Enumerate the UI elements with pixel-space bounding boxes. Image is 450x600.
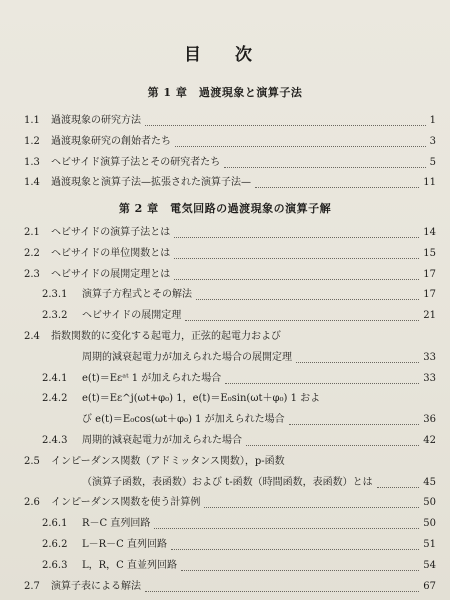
page-number: 50 [423, 518, 436, 530]
toc-entry[interactable] [0, 495, 450, 511]
section-title: 過渡現象の研究方法 [51, 115, 141, 126]
dot-leader [225, 367, 419, 384]
section-title: インピーダンス関数（アドミッタンス関数），p-函数 [51, 455, 285, 467]
section-title: e(t)＝Eε^j(ωt+φ₀) 1，e(t)＝E₀sin(ωt＋φ₀) 1 およ [82, 393, 321, 405]
dot-leader [145, 575, 419, 592]
page-number: 45 [423, 476, 436, 488]
section-number: 2.6.1 [42, 518, 68, 530]
section-number: 2.4.1 [42, 372, 68, 384]
page-number: 11 [423, 177, 436, 189]
section-number: 2.2 [24, 247, 40, 259]
section-number: 2.1 [24, 227, 40, 238]
dot-leader [196, 283, 419, 300]
dot-leader [145, 109, 426, 126]
dot-leader [224, 151, 426, 168]
dot-leader [296, 346, 419, 363]
section-title: ヘビサイドの演算子法とは [51, 227, 171, 238]
section-title: インピーダンス関数を使う計算例 [51, 497, 201, 509]
toc-entry[interactable] [0, 475, 450, 491]
section-number: 2.6 [24, 497, 40, 509]
section-title: 演算子方程式とその解法 [82, 289, 192, 301]
section-number: 2.3.1 [42, 289, 68, 301]
section-title: ヘビサイドの単位関数とは [51, 247, 171, 259]
toc-entry[interactable] [0, 454, 450, 470]
section-title: び e(t)＝E₀cos(ωt＋φ₀) 1 が加えられた場合 [82, 414, 285, 426]
dot-leader [181, 554, 419, 571]
toc-entry[interactable] [0, 246, 450, 262]
section-number: 2.6.2 [42, 539, 68, 550]
section-number: 1.4 [24, 177, 40, 189]
section-title: 過渡現象研究の創始者たち [51, 135, 171, 147]
toc-entry[interactable] [0, 516, 450, 532]
section-number: 2.4.2 [42, 393, 68, 405]
toc-entry[interactable] [0, 267, 450, 283]
section-number: 2.7 [24, 580, 40, 592]
page-number: 42 [423, 435, 436, 446]
section-title: ヘビサイド演算子法とその研究者たち [51, 156, 221, 168]
toc-entry[interactable] [0, 134, 450, 150]
page-number: 17 [423, 268, 436, 280]
toc-entry[interactable] [0, 175, 450, 191]
toc-entry[interactable] [0, 371, 450, 387]
section-number: 2.5 [24, 455, 40, 467]
section-number: 1.1 [24, 115, 40, 126]
dot-leader [174, 263, 419, 280]
section-number: 2.4.3 [42, 435, 68, 446]
page-number: 3 [429, 135, 436, 147]
section-title: ヘビサイドの展開定理とは [51, 268, 171, 280]
section-title: R－C 直列回路 [82, 518, 151, 530]
toc-entry[interactable] [0, 391, 450, 407]
section-title: 演算子表による解法 [51, 580, 141, 592]
page-title: 目 次 [184, 45, 266, 65]
page-number: 50 [423, 497, 436, 509]
section-title: L，R，C 直並列回路 [82, 559, 177, 571]
dot-leader [185, 304, 419, 321]
section-number: 2.6.3 [42, 559, 68, 571]
toc-entry[interactable] [0, 225, 450, 241]
section-number: 2.4 [24, 331, 40, 342]
section-title: 指数関数的に変化する起電力，正弦的起電力および [51, 331, 281, 342]
toc-entry[interactable] [0, 113, 450, 129]
section-title: ヘビサイドの展開定理 [82, 310, 182, 322]
page-number: 1 [429, 115, 436, 126]
toc-entry[interactable] [0, 329, 450, 345]
toc-entry[interactable] [0, 287, 450, 303]
toc-entry[interactable] [0, 558, 450, 574]
page-number: 36 [423, 414, 436, 426]
toc-entry[interactable] [0, 433, 450, 449]
section-title: L－R－C 直列回路 [82, 539, 167, 550]
dot-leader [174, 221, 419, 238]
toc-entry[interactable] [0, 350, 450, 366]
dot-leader [204, 491, 419, 508]
toc-entry[interactable] [0, 537, 450, 553]
page-number: 15 [423, 247, 436, 259]
dot-leader [154, 512, 419, 529]
section-title: 過渡現象と演算子法—拡張された演算子法— [51, 177, 251, 189]
page-number: 5 [429, 156, 436, 168]
page-number: 21 [423, 310, 436, 322]
section-number: 1.2 [24, 135, 40, 147]
page-number: 17 [423, 289, 436, 301]
chapter-heading: 第 2 章 電気回路の過渡現象の演算子解 [118, 202, 332, 215]
toc-entry[interactable] [0, 412, 450, 428]
section-title: 周期的減衰起電力が加えられた場合 [82, 435, 242, 446]
toc-entry[interactable] [0, 155, 450, 171]
dot-leader [255, 171, 419, 188]
page-number: 51 [423, 539, 436, 550]
page-number: 14 [423, 227, 436, 238]
page-number: 67 [423, 580, 436, 592]
section-title: e(t)＝Eεᵃᵗ 1 が加えられた場合 [82, 372, 222, 384]
dot-leader [289, 408, 419, 425]
page-number: 33 [423, 351, 436, 363]
page-number: 54 [423, 559, 436, 571]
section-title: （演算子函数，表函数）および t-函数（時間函数，表函数）とは [82, 476, 373, 488]
section-number: 1.3 [24, 156, 40, 168]
section-title: 周期的減衰起電力が加えられた場合の展開定理 [82, 351, 292, 363]
dot-leader [174, 242, 419, 259]
dot-leader [175, 130, 426, 147]
dot-leader [246, 429, 419, 446]
toc-entry[interactable] [0, 308, 450, 324]
dot-leader [171, 533, 419, 550]
chapter-heading: 第 1 章 過渡現象と演算子法 [147, 86, 303, 99]
toc-entry[interactable] [0, 579, 450, 595]
section-number: 2.3.2 [42, 310, 68, 322]
dot-leader [377, 471, 419, 488]
page-number: 33 [423, 372, 436, 384]
section-number: 2.3 [24, 268, 40, 280]
